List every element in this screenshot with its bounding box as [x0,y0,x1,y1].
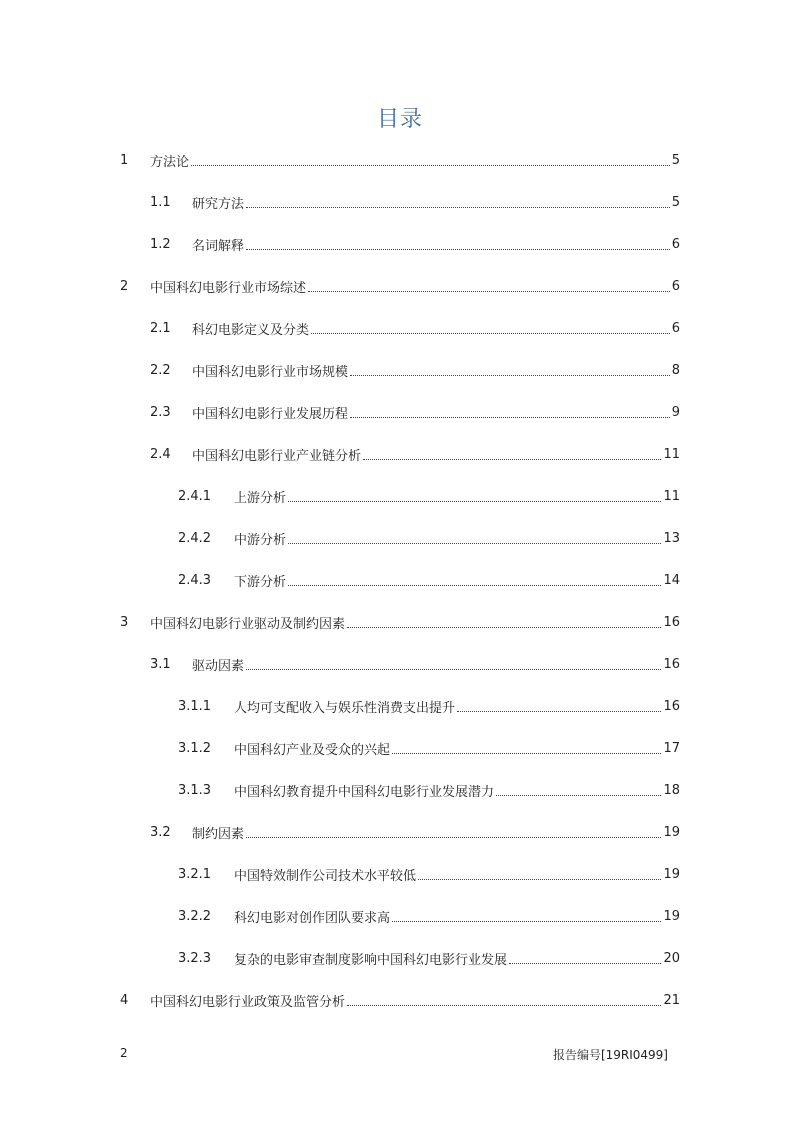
toc-entry-number: 3.2.2 [178,908,212,924]
toc-entry-label: 中国科幻产业及受众的兴起 [234,742,391,758]
toc-entry-label: 中国科幻电影行业政策及监管分析 [150,994,346,1010]
dot-leader [392,752,661,754]
toc-entry-number: 2 [120,278,129,294]
toc-entry-number: 1 [120,152,129,168]
dot-leader [246,836,661,838]
toc-entry-number: 2.4.2 [178,530,212,546]
dot-leader [191,164,670,166]
toc-entry[interactable] [120,517,680,559]
toc-entry-page-number: 6 [671,278,680,294]
toc-entry-page-number: 16 [663,698,680,714]
toc-entry[interactable] [120,979,680,1021]
toc-entry-page-number: 11 [663,446,680,462]
toc-entry[interactable] [120,307,680,349]
toc-entry[interactable] [120,643,680,685]
toc-entry-label: 下游分析 [234,574,287,590]
toc-entry-label: 科幻电影定义及分类 [192,322,310,338]
toc-entry[interactable] [120,223,680,265]
toc-entry[interactable] [120,601,680,643]
toc-entry-page-number: 9 [671,404,680,420]
toc-entry-label: 中国科幻电影行业发展历程 [192,406,349,422]
toc-entry-page-number: 16 [663,656,680,672]
toc-entry-page-number: 5 [671,194,680,210]
toc-entry[interactable] [120,475,680,517]
toc-entry[interactable] [120,853,680,895]
toc-entry-label: 研究方法 [192,196,245,212]
toc-entry-number: 3.2.1 [178,866,212,882]
toc-entry-number: 3.2 [150,824,171,840]
footer-report-id: 报告编号[19RI0499] [552,1048,668,1062]
toc-entry-label: 名词解释 [192,238,245,254]
toc-entry[interactable] [120,559,680,601]
toc-entry-page-number: 13 [663,530,680,546]
dot-leader [457,710,661,712]
dot-leader [509,962,661,964]
toc-entry-page-number: 14 [663,572,680,588]
toc-entry-page-number: 19 [663,866,680,882]
toc-entry-number: 3.1.2 [178,740,212,756]
dot-leader [246,668,661,670]
toc-entry-number: 2.1 [150,320,171,336]
toc-entry-page-number: 11 [663,488,680,504]
toc-entry[interactable] [120,895,680,937]
toc-entry[interactable] [120,811,680,853]
toc-entry-number: 4 [120,992,129,1008]
toc-entry-number: 2.4.3 [178,572,212,588]
toc-entry-label: 中国科幻电影行业市场规模 [192,364,349,380]
toc-entry-page-number: 17 [663,740,680,756]
dot-leader [288,500,661,502]
toc-entry-label: 人均可支配收入与娱乐性消费支出提升 [234,700,456,716]
dot-leader [418,878,661,880]
dot-leader [350,416,670,418]
dot-leader [392,920,661,922]
toc-entry-page-number: 19 [663,824,680,840]
toc-entry-page-number: 8 [671,362,680,378]
toc-entry[interactable] [120,139,680,181]
toc-entry-label: 科幻电影对创作团队要求高 [234,910,391,926]
toc-entry-page-number: 6 [671,320,680,336]
dot-leader [347,626,661,628]
toc-entry[interactable] [120,937,680,979]
toc-entry-page-number: 18 [663,782,680,798]
dot-leader [246,206,670,208]
dot-leader [308,290,670,292]
toc-entry-label: 上游分析 [234,490,287,506]
toc-entry[interactable] [120,265,680,307]
toc-entry-label: 中国特效制作公司技术水平较低 [234,868,417,884]
toc-entry-page-number: 5 [671,152,680,168]
dot-leader [363,458,661,460]
toc-entry-label: 中国科幻电影行业市场综述 [150,280,307,296]
toc-entry-number: 2.4.1 [178,488,212,504]
toc-entry-number: 2.3 [150,404,171,420]
toc-entry-number: 3.2.3 [178,950,212,966]
toc-entry-label: 方法论 [150,154,190,170]
toc-entry-number: 3.1 [150,656,171,672]
toc-entry[interactable] [120,769,680,811]
toc-title: 目录 [376,107,423,132]
toc-entry-page-number: 21 [663,992,680,1008]
toc-entry-label: 中游分析 [234,532,287,548]
toc-entry[interactable] [120,433,680,475]
toc-entry-page-number: 19 [663,908,680,924]
toc-entry-number: 2.4 [150,446,171,462]
toc-entry-page-number: 20 [663,950,680,966]
toc-entry-number: 1.1 [150,194,171,210]
dot-leader [496,794,661,796]
table-of-contents [120,139,680,1021]
dot-leader [350,374,670,376]
toc-entry[interactable] [120,391,680,433]
toc-entry[interactable] [120,181,680,223]
dot-leader [288,584,661,586]
toc-entry-number: 3.1.1 [178,698,212,714]
toc-entry-label: 中国科幻电影行业驱动及制约因素 [150,616,346,632]
toc-entry-page-number: 16 [663,614,680,630]
toc-entry-label: 驱动因素 [192,658,245,674]
dot-leader [246,248,670,250]
dot-leader [347,1004,661,1006]
toc-entry-page-number: 6 [671,236,680,252]
toc-entry-label: 复杂的电影审查制度影响中国科幻电影行业发展 [234,952,508,968]
toc-entry[interactable] [120,349,680,391]
toc-entry-label: 中国科幻电影行业产业链分析 [192,448,362,464]
toc-entry-label: 中国科幻教育提升中国科幻电影行业发展潜力 [234,784,495,800]
toc-entry-number: 2.2 [150,362,171,378]
toc-entry-number: 1.2 [150,236,171,252]
toc-entry[interactable] [120,727,680,769]
toc-entry[interactable] [120,685,680,727]
footer-page-number: 2 [120,1046,128,1060]
toc-entry-number: 3 [120,614,129,630]
dot-leader [288,542,661,544]
toc-entry-label: 制约因素 [192,826,245,842]
toc-entry-number: 3.1.3 [178,782,212,798]
dot-leader [311,332,670,334]
